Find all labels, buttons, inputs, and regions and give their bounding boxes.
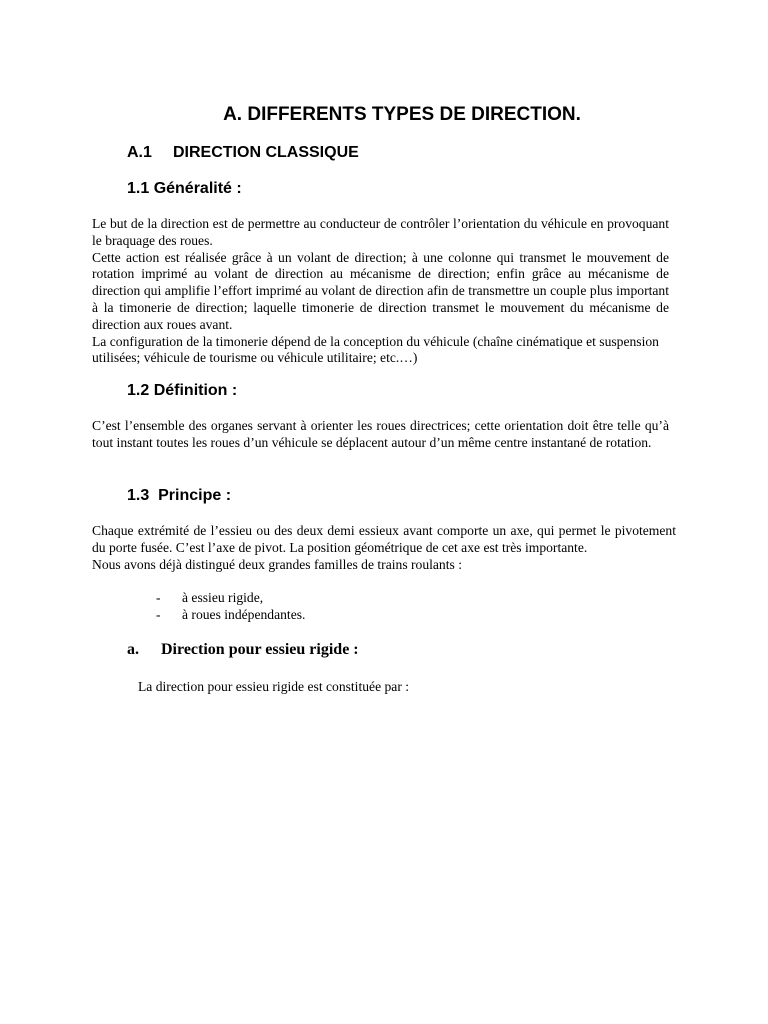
- list-bullet: -: [156, 590, 161, 605]
- list-item-text: à roues indépendantes.: [182, 606, 306, 622]
- subsection-heading-essieu-rigide: [127, 640, 359, 660]
- section-label: DIRECTION CLASSIQUE: [173, 144, 359, 161]
- section-heading-a1: [127, 143, 359, 163]
- paragraph: C’est l’ensemble des organes servant à orienter les roues directrices; cette orientation doit être telle qu’à tout instant toutes les roues d’un véhicule se déplacent autour d’un même centre instantané de rotation.: [92, 418, 669, 450]
- section-number: A.1: [127, 144, 152, 161]
- subsection-heading-principe: 1.3 Principe :: [127, 487, 232, 504]
- paragraph: Nous avons déjà distingué deux grandes familles de trains roulants :: [92, 556, 462, 572]
- principe-body: [92, 523, 676, 573]
- list-item-text: à essieu rigide,: [182, 590, 264, 605]
- subsection-heading-definition: 1.2 Définition :: [127, 382, 238, 399]
- definition-body: [92, 418, 669, 452]
- paragraph: La configuration de la timonerie dépend de la conception du véhicule (chaîne cinématique et suspension utilisées; véhicule de tourisme ou véhicule utilitaire; etc.…): [92, 333, 659, 366]
- list-item: [152, 590, 305, 607]
- paragraph: Le but de la direction est de permettre au conducteur de contrôler l’orientation du véhicule en provoquant le braquage des roues.: [92, 216, 669, 248]
- essieu-rigide-intro: La direction pour essieu rigide est constituée par :: [138, 679, 410, 694]
- page-title: A. DIFFERENTS TYPES DE DIRECTION.: [223, 104, 581, 125]
- paragraph: Cette action est réalisée grâce à un volant de direction; à une colonne qui transmet le mouvement de rotation imprimé au volant de direction au mécanisme de direction; enfin grâce au mécanisme de direction qui amplifie l’effort imprimé au volant de direction afin de transmettre un couple plus important à la timonerie de direction; laquelle timonerie de direction transmet le mouvement du mécanisme de direction aux roues avant.: [92, 249, 669, 332]
- subsection-number: a.: [127, 641, 139, 658]
- list-bullet: -: [156, 606, 161, 622]
- paragraph: Chaque extrémité de l’essieu ou des deux demi essieux avant comporte un axe, qui permet le pivotement du porte fusée. C’est l’axe de pivot. La position géométrique de cet axe est très importante.: [92, 523, 676, 555]
- subsection-label: Direction pour essieu rigide :: [161, 641, 359, 658]
- subsection-heading-generalite: 1.1 Généralité :: [127, 180, 242, 197]
- generalite-body: [92, 216, 669, 367]
- train-types-list: [152, 590, 305, 624]
- list-item: [152, 607, 305, 624]
